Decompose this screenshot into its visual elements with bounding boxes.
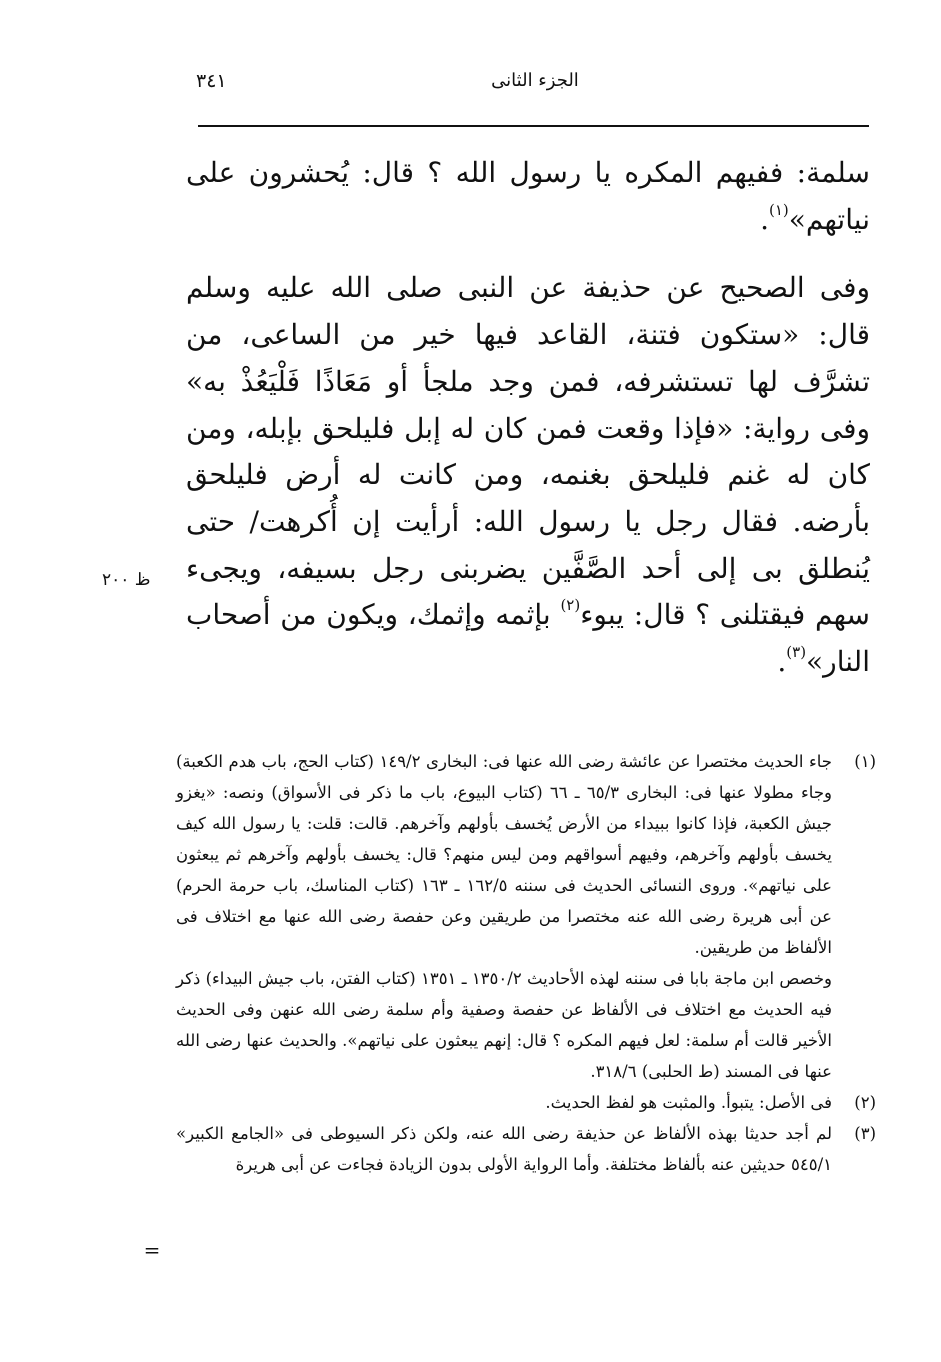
footnote-body <box>176 1087 832 1118</box>
footnote-number: (١) <box>854 752 876 771</box>
main-paragraph-1-text: سلمة: ففيهم المكره يا رسول الله ؟ قال: يُحشرون على نياتهم» <box>186 156 870 236</box>
footnote-1 <box>176 746 876 1087</box>
manuscript-folio-note: ظ ٢٠٠ <box>102 570 151 590</box>
footnote-2 <box>176 1087 876 1118</box>
footnote-paragraph: وخصص ابن ماجة بابا فى سننه لهذه الأحاديث ١٣٥٠/٢ ـ ١٣٥١ (كتاب الفتن، باب جيش البيداء) ذكر فيه الحديث مع اختلاف فى الألفاظ عن حفصة وصفية وأم سلمة رضى الله عنهن وفى الحديث الأخير قالت أم سلمة: لعل فيهم المكره ؟ قال: إنهم يبعثون على نياتهم». والحديث عنها رضى الله عنها فى المسند (ط الحلبى) ٣١٨/٦. <box>176 969 833 1081</box>
main-paragraph-2-text-a: وفى الصحيح عن حذيفة عن النبى صلى الله عليه وسلم قال: «ستكون فتنة، القاعد فيها خير من الساعى، من تشرَّف لها تستشرفه، فمن وجد ملجأ أو مَعَاذًا فَلْيَعُذْ به» وفى رواية: «فإذا وقعت فمن كان له إبل فليلحق بإبله، ومن كان له غنم فليلحق بغنمه، ومن كانت له أرض فليلحق بأرضه. فقال رجل يا رسول الله: أرأيت إن أُكرهت/ حتى يُنطلق بى إلى أحد الصَّفَّين يضربنى رجل بسيفه، ويجىء سهم فيقتلنى ؟ قال: يبوء <box>186 271 870 632</box>
main-text <box>186 150 870 686</box>
footnote-body <box>176 1118 832 1180</box>
footnote-body <box>176 746 832 1087</box>
footnote-number: (٣) <box>854 1124 876 1143</box>
page-number: ٣٤١ <box>196 70 227 92</box>
continuation-mark: = <box>143 1238 161 1262</box>
main-paragraph-2-end: . <box>777 645 787 679</box>
footnote-ref-3: (٣) <box>786 643 807 662</box>
footnote-paragraph: لم أجد حديثا بهذه الألفاظ عن حذيفة رضى الله عنه، ولكن ذكر السيوطى فى «الجامع الكبير» ٥٤٥/١ حديثين عنه بألفاظ مختلفة. وأما الرواية الأولى بدون الزيادة فجاءت عن أبى هريرة <box>176 1124 832 1174</box>
footnote-paragraph: جاء الحديث مختصرا عن عائشة رضى الله عنها فى: البخارى ١٤٩/٢ (كتاب الحج، باب هدم الكعبة) وجاء مطولا عنها فى: البخارى ٦٥/٣ ـ ٦٦ (كتاب البيوع، باب ما ذكر فى الأسواق) ونصه: «يغزو جيش الكعبة، فإذا كانوا ببيداء من الأرض يُخسف بأولهم وآخرهم. قالت: قلت: يا رسول الله كيف يخسف بأولهم وآخرهم، وفيهم أسواقهم ومن ليس منهم؟ قال: يخسف بأولهم وآخرهم ثم يبعثون على نياتهم». وروى النسائى الحديث فى سننه ١٦٢/٥ ـ ١٦٣ (كتاب المناسك، باب حرمة الحرم) عن أبى هريرة رضى الله عنه مختصرا من طريقين وعن حفصة رضى الله عنها مع اختلاف فى الألفاظ من طريقين. <box>176 752 832 957</box>
footnotes <box>176 746 876 1180</box>
footnote-ref-2: (٢) <box>560 596 581 615</box>
main-paragraph-1-end: . <box>760 202 769 236</box>
footnote-number: (٢) <box>854 1093 876 1112</box>
footnote-3 <box>176 1118 876 1180</box>
footnote-paragraph: فى الأصل: يتبوأ. والمثبت هو لفظ الحديث. <box>545 1093 832 1112</box>
main-paragraph-2-text-b: بإثمه وإثمك، ويكون من أصحاب النار» <box>186 598 870 679</box>
running-title: الجزء الثانى <box>491 70 579 91</box>
footnote-ref-1: (١) <box>768 200 789 219</box>
header-divider <box>198 125 869 127</box>
main-paragraph-1 <box>186 150 870 243</box>
main-paragraph-2 <box>186 265 870 685</box>
